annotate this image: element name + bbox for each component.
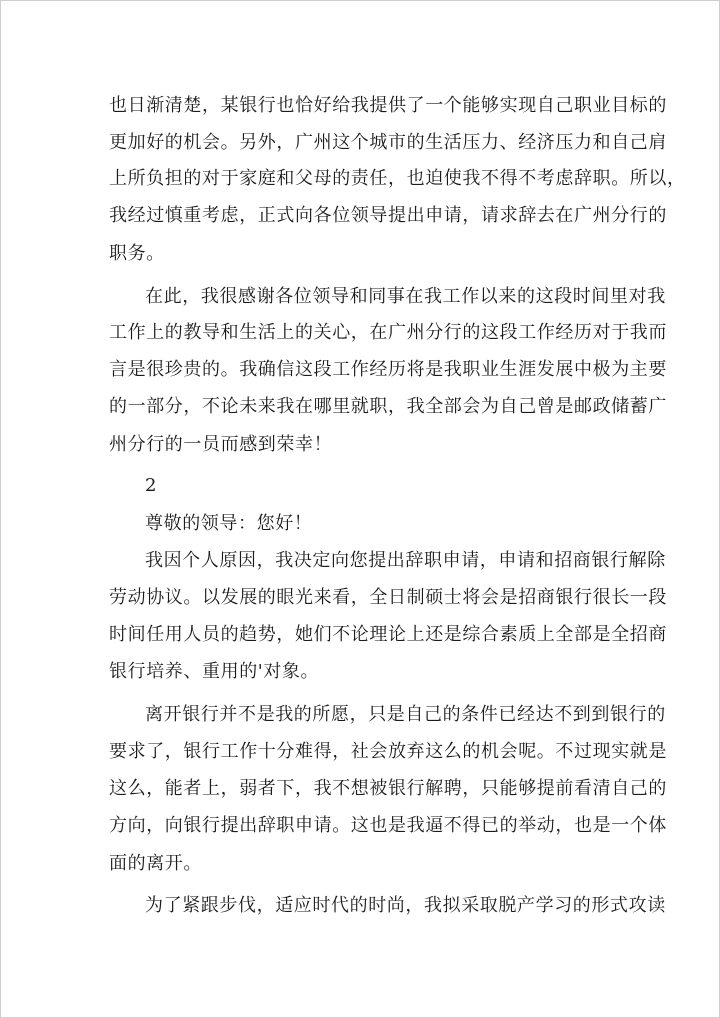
text-line: 面的离开。 xyxy=(109,853,202,874)
text-line: 银行培养、重用的'对象。 xyxy=(109,661,320,682)
text-line: 言是很珍贵的。我确信这段工作经历将是我职业生涯发展中极为主要 xyxy=(109,359,667,380)
text-line: 工作上的教导和生活上的关心，在广州分行的这段工作经历对于我而 xyxy=(109,322,667,343)
text-line: 要求了，银行工作十分难得，社会放弃这么的机会呢。不过现实就是 xyxy=(109,741,667,762)
text-line: 时间任用人员的趋势，她们不论理论上还是综合素质上全部是全招商 xyxy=(109,624,667,645)
text-line: 为了紧跟步伐，适应时代的时尚，我拟采取脱产学习的形式攻读 xyxy=(145,895,666,916)
text-line: 我因个人原因，我决定向您提出辞职申请，申请和招商银行解除 xyxy=(145,550,666,571)
salutation: 尊敬的领导：您好！ xyxy=(145,513,313,534)
text-line: 这么，能者上，弱者下，我不想被银行解聘，只能够提前看清自己的 xyxy=(109,778,667,799)
text-line: 我经过慎重考虑，正式向各位领导提出申请，请求辞去在广州分行的 xyxy=(109,205,667,226)
text-line: 离开银行并不是我的所愿，只是自己的条件已经达不到到银行的 xyxy=(145,704,666,725)
text-line: 职务。 xyxy=(109,243,165,264)
text-line: 方向，向银行提出辞职申请。这也是我逼不得已的举动，也是一个体 xyxy=(109,815,667,836)
text-line: 也日渐清楚，某银行也恰好给我提供了一个能够实现自己职业目标的 xyxy=(109,95,667,116)
text-line: 更加好的机会。另外，广州这个城市的生活压力、经济压力和自己肩 xyxy=(109,132,667,153)
text-line: 的一部分，不论未来我在哪里就职，我全部会为自己曾是邮政储蓄广 xyxy=(109,396,667,417)
section-number: 2 xyxy=(145,475,158,496)
text-line: 在此，我很感谢各位领导和同事在我工作以来的这段时间里对我 xyxy=(145,286,666,307)
text-line: 劳动协议。以发展的眼光来看，全日制硕士将会是招商银行很长一段 xyxy=(109,587,667,608)
text-line: 上所负担的对于家庭和父母的责任，也迫使我不得不考虑辞职。所以， xyxy=(109,168,686,189)
text-line: 州分行的一员而感到荣幸！ xyxy=(109,434,333,455)
